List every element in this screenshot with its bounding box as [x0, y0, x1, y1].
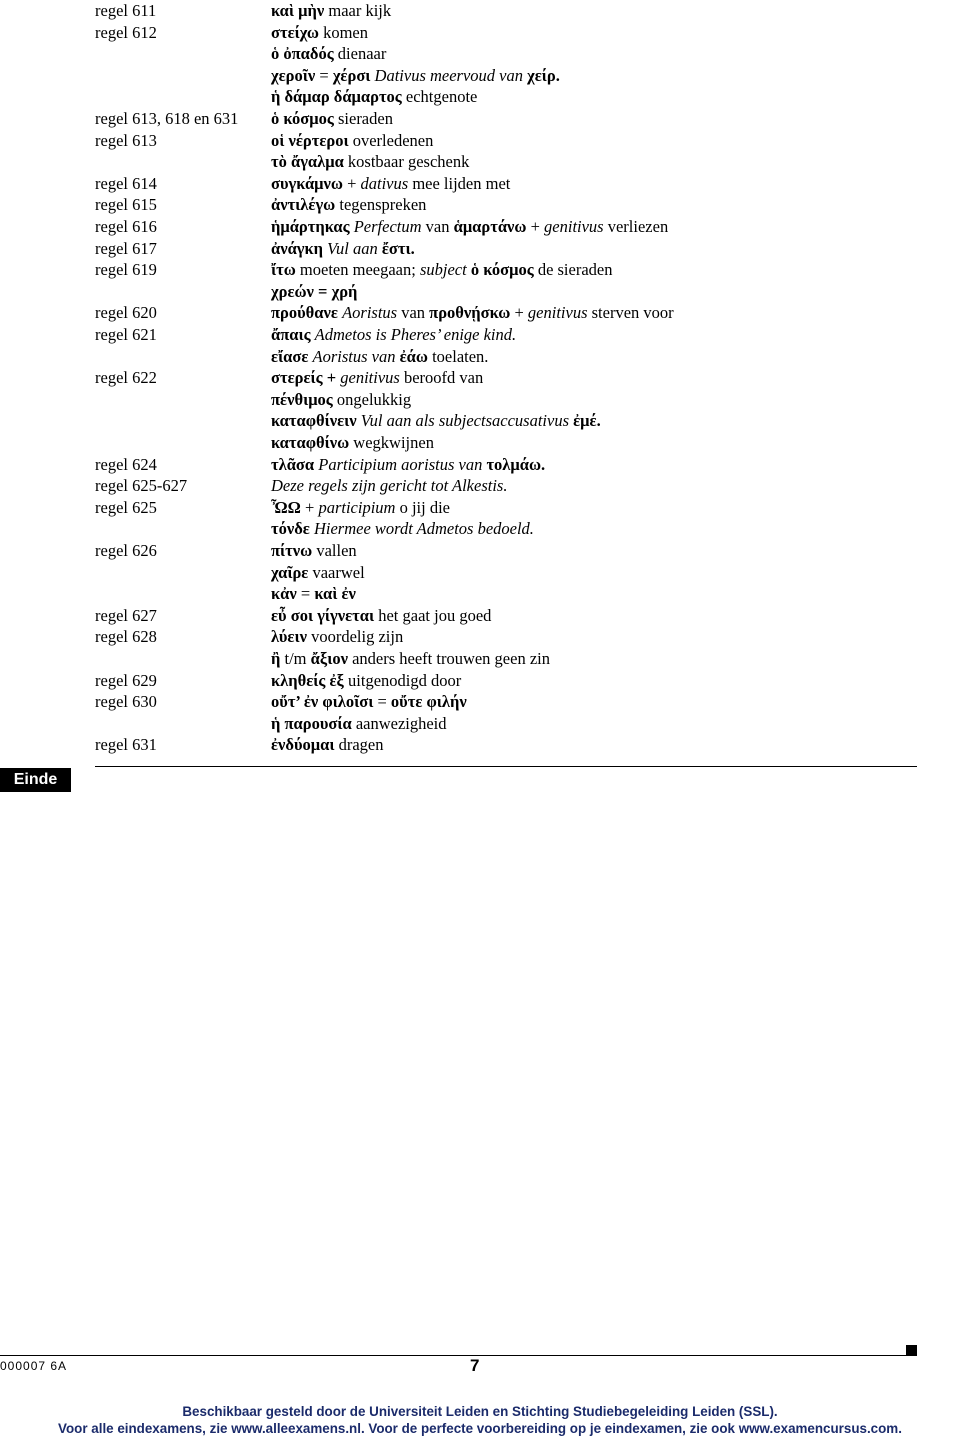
line-reference: regel 613, 618 en 631 — [95, 109, 239, 128]
vocab-entry — [271, 108, 393, 130]
greek-term: τόνδε — [271, 519, 310, 539]
italic-note: Deze regels zijn gericht tot Alkestis. — [271, 476, 508, 496]
greek-term: ἄπαις — [271, 325, 311, 344]
greek-term: ἡ παρουσία — [271, 713, 352, 733]
vocab-row — [0, 605, 960, 627]
vocab-entry — [271, 713, 447, 735]
greek-term: ἁμαρτάνω — [453, 217, 527, 236]
vocab-row — [0, 194, 960, 216]
vocab-entry — [271, 302, 674, 324]
line-reference: regel 615 — [95, 195, 157, 215]
vocab-entry — [271, 626, 403, 648]
greek-term: καὶ ἐν — [314, 584, 356, 604]
line-reference: regel 611 — [95, 1, 157, 20]
page-number: 7 — [470, 1356, 480, 1375]
translation-text: + — [300, 497, 319, 517]
footer-links: Voor alle eindexamens, zie www.alleexamens.nl. Voor de perfecte voorbereiding op je eindexamen, zie ook www.examencursus.com. — [58, 1421, 902, 1436]
greek-term: πένθιμος — [271, 389, 333, 409]
italic-note: subject — [419, 260, 467, 280]
exam-code: 000007 6A — [0, 1359, 68, 1373]
vocab-row — [0, 281, 960, 303]
vocab-row — [0, 0, 960, 22]
vocab-entry — [271, 367, 483, 389]
line-reference: regel 627 — [95, 605, 157, 625]
greek-term: χαῖρε — [271, 562, 309, 582]
italic-note: genitivus — [527, 303, 588, 323]
vocab-entry — [271, 22, 368, 44]
greek-term: στερείς + — [271, 368, 337, 388]
greek-term: καταφθίνω — [271, 433, 350, 452]
vocab-entry — [271, 605, 491, 627]
vocab-row — [0, 173, 960, 195]
translation-text: = — [296, 584, 315, 604]
vocab-row — [0, 691, 960, 713]
vocab-row — [0, 562, 960, 584]
greek-term: χρεών = χρή — [271, 281, 358, 301]
greek-term: εὖ σοι γίγνεται — [271, 605, 375, 625]
vocab-entry — [271, 734, 384, 756]
translation-text: maar kijk — [324, 1, 392, 20]
line-reference: regel 612 — [95, 22, 157, 42]
vocab-entry — [271, 389, 411, 411]
greek-term: προύθανε — [271, 303, 338, 323]
greek-term: χείρ. — [527, 65, 560, 85]
vocab-row — [0, 108, 960, 130]
greek-term: χέρσι — [332, 65, 371, 85]
vocab-entry — [271, 194, 426, 216]
greek-term: στείχω — [271, 22, 319, 42]
greek-term: οὔτε φιλήν — [390, 692, 467, 712]
translation-text: = — [373, 692, 391, 712]
italic-note: genitivus — [544, 217, 604, 236]
greek-term: ἔστι. — [381, 238, 415, 258]
greek-term: ὁ κόσμος — [271, 109, 334, 128]
translation-text: beroofd van — [399, 368, 484, 388]
vocab-entry — [271, 216, 668, 238]
line-reference: regel 619 — [95, 260, 157, 280]
line-reference: regel 617 — [95, 238, 157, 258]
vocab-entry — [271, 454, 545, 476]
translation-text: anders heeft trouwen geen zin — [347, 649, 550, 668]
line-reference: regel 625 — [95, 497, 157, 517]
vocab-entry — [271, 562, 365, 584]
greek-term: ἡμάρτηκας — [271, 217, 350, 236]
vocab-row — [0, 302, 960, 324]
greek-term: ἐνδύομαι — [271, 735, 335, 755]
line-reference: regel 624 — [95, 454, 157, 474]
vocab-entry — [271, 238, 415, 260]
vocab-row — [0, 130, 960, 152]
greek-term: ἴτω — [271, 260, 296, 280]
line-reference: regel 628 — [95, 627, 157, 647]
translation-text: voordelig zijn — [306, 627, 404, 647]
vocab-entry — [271, 497, 450, 519]
vocab-entry — [271, 648, 550, 670]
vocab-row — [0, 43, 960, 65]
greek-term: τολμάω. — [486, 454, 546, 474]
greek-term: ὁ ὀπαδός — [271, 44, 334, 64]
translation-text: echtgenote — [401, 87, 478, 107]
line-reference: regel 614 — [95, 173, 157, 193]
line-reference: regel 620 — [95, 303, 157, 323]
translation-text: tegenspreken — [335, 195, 427, 215]
greek-term: οἱ νέρτεροι — [271, 130, 349, 150]
vocab-row — [0, 475, 960, 497]
greek-term: καταφθίνειν — [271, 411, 357, 431]
vocab-entry — [271, 151, 469, 173]
line-reference: regel 616 — [95, 217, 157, 236]
greek-term: ἄξιον — [310, 649, 348, 668]
vocab-entry — [271, 43, 386, 65]
vocab-entry — [271, 410, 601, 432]
vocab-row — [0, 454, 960, 476]
translation-text: de sieraden — [533, 260, 613, 280]
greek-term: ἐμέ. — [573, 411, 601, 431]
translation-text: het gaat jou goed — [374, 605, 492, 625]
translation-text: + — [526, 217, 545, 236]
vocab-row — [0, 734, 960, 756]
greek-term: ἀνάγκη — [271, 238, 324, 258]
italic-note: dativus — [360, 173, 409, 193]
vocab-row — [0, 389, 960, 411]
vocab-row — [0, 151, 960, 173]
translation-text: o jij die — [395, 497, 450, 517]
greek-term: εἴασε — [271, 346, 309, 366]
greek-term: ὁ κόσμος — [470, 260, 534, 280]
italic-note: Hiermee wordt Admetos bedoeld. — [309, 519, 534, 539]
vocab-entry — [271, 86, 477, 108]
vocab-row — [0, 346, 960, 368]
vocab-entry — [271, 346, 488, 368]
vocab-entry — [271, 324, 516, 346]
italic-note: Participium aoristus van — [314, 454, 487, 474]
translation-text: dienaar — [333, 44, 387, 64]
translation-text: overledenen — [348, 130, 434, 150]
vocab-row — [0, 432, 960, 454]
vocab-row — [0, 324, 960, 346]
section-divider — [95, 766, 917, 767]
translation-text: van — [397, 303, 430, 323]
greek-term: ἡ δάμαρ δάμαρτος — [271, 87, 402, 107]
translation-text: toelaten. — [427, 346, 489, 366]
vocab-row — [0, 648, 960, 670]
greek-term: χεροῖν — [271, 65, 316, 85]
line-reference: regel 621 — [95, 325, 157, 344]
translation-text: vallen — [312, 541, 357, 560]
greek-term: ἢ — [271, 649, 281, 668]
vocab-row — [0, 583, 960, 605]
vocab-row — [0, 410, 960, 432]
vocab-row — [0, 497, 960, 519]
translation-text: aanwezigheid — [351, 713, 447, 733]
vocab-row — [0, 367, 960, 389]
greek-term: πίτνω — [271, 541, 313, 560]
vocab-row — [0, 540, 960, 562]
greek-term: ἐάω — [399, 346, 428, 366]
italic-note: Vul aan als subjectsaccusativus — [356, 411, 574, 431]
vocab-row — [0, 22, 960, 44]
vocab-entry — [271, 691, 467, 713]
greek-term: καὶ μὴν — [271, 1, 325, 20]
footer-credit: Beschikbaar gesteld door de Universiteit Leiden en Stichting Studiebegeleiding Leiden (SSL). — [182, 1404, 778, 1419]
vocab-row — [0, 518, 960, 540]
vocab-entry — [271, 65, 560, 87]
translation-text: sterven voor — [587, 303, 674, 323]
translation-text: sieraden — [333, 109, 393, 128]
vocab-entry — [271, 540, 357, 562]
line-reference: regel 630 — [95, 692, 157, 712]
greek-term: ὮΩ — [271, 497, 301, 517]
vocab-entry — [271, 281, 357, 303]
vocab-row — [0, 626, 960, 648]
vocab-row — [0, 86, 960, 108]
italic-note: Admetos is Pheres’ enige kind. — [310, 325, 517, 344]
vocab-entry — [271, 432, 434, 454]
line-reference: regel 622 — [95, 368, 157, 388]
translation-text: van — [421, 217, 454, 236]
vocab-entry — [271, 670, 461, 692]
vocab-entry — [271, 475, 507, 497]
line-reference: regel 629 — [95, 670, 157, 690]
vocab-row — [0, 238, 960, 260]
italic-note: Dativus meervoud van — [370, 65, 528, 85]
vocab-row — [0, 65, 960, 87]
vocab-row — [0, 216, 960, 238]
vocab-entry — [271, 0, 391, 22]
translation-text: verliezen — [603, 217, 669, 236]
italic-note: Aoristus van — [308, 346, 400, 366]
italic-note: Vul aan — [323, 238, 382, 258]
italic-note: Aoristus — [337, 303, 398, 323]
vocab-entry — [271, 173, 510, 195]
italic-note: genitivus — [340, 368, 400, 388]
italic-note: participium — [318, 497, 396, 517]
vocab-entry — [271, 518, 534, 540]
greek-term: κἀν — [271, 584, 297, 604]
translation-text: dragen — [334, 735, 384, 755]
translation-text: + — [510, 303, 528, 323]
vocab-row — [0, 259, 960, 281]
translation-text: = — [315, 65, 333, 85]
vocab-row — [0, 670, 960, 692]
line-reference: regel 631 — [95, 735, 157, 755]
greek-term: οὔτ’ ἐν φιλοῖσι — [271, 692, 374, 712]
line-reference: regel 625-627 — [95, 476, 188, 496]
translation-text: ongelukkig — [332, 389, 412, 409]
footer-divider — [0, 1355, 917, 1356]
translation-text: moeten meegaan; — [295, 260, 420, 280]
einde-label: Einde — [0, 768, 71, 792]
translation-text: t/m — [280, 649, 311, 668]
vocab-row — [0, 713, 960, 735]
greek-term: τλᾶσα — [271, 454, 315, 474]
line-reference: regel 613 — [95, 130, 157, 150]
greek-term: κληθείς ἐξ — [271, 670, 344, 690]
vocab-entry — [271, 259, 612, 281]
greek-term: λύειν — [271, 627, 307, 647]
line-reference: regel 626 — [95, 541, 157, 560]
translation-text: wegkwijnen — [349, 433, 434, 452]
translation-text: uitgenodigd door — [343, 670, 462, 690]
translation-text: + — [342, 173, 361, 193]
italic-note: Perfectum — [349, 217, 422, 236]
greek-term: συγκάμνω — [271, 173, 343, 193]
translation-text: mee lijden met — [408, 173, 511, 193]
translation-text: komen — [318, 22, 368, 42]
greek-term: προθνῄσκω — [429, 303, 511, 323]
vocab-entry — [271, 583, 356, 605]
translation-text: kostbaar geschenk — [343, 152, 470, 172]
vocab-entry — [271, 130, 433, 152]
greek-term: τὸ ἄγαλμα — [271, 152, 344, 172]
translation-text: vaarwel — [308, 562, 365, 582]
greek-term: ἀντιλέγω — [271, 195, 336, 215]
